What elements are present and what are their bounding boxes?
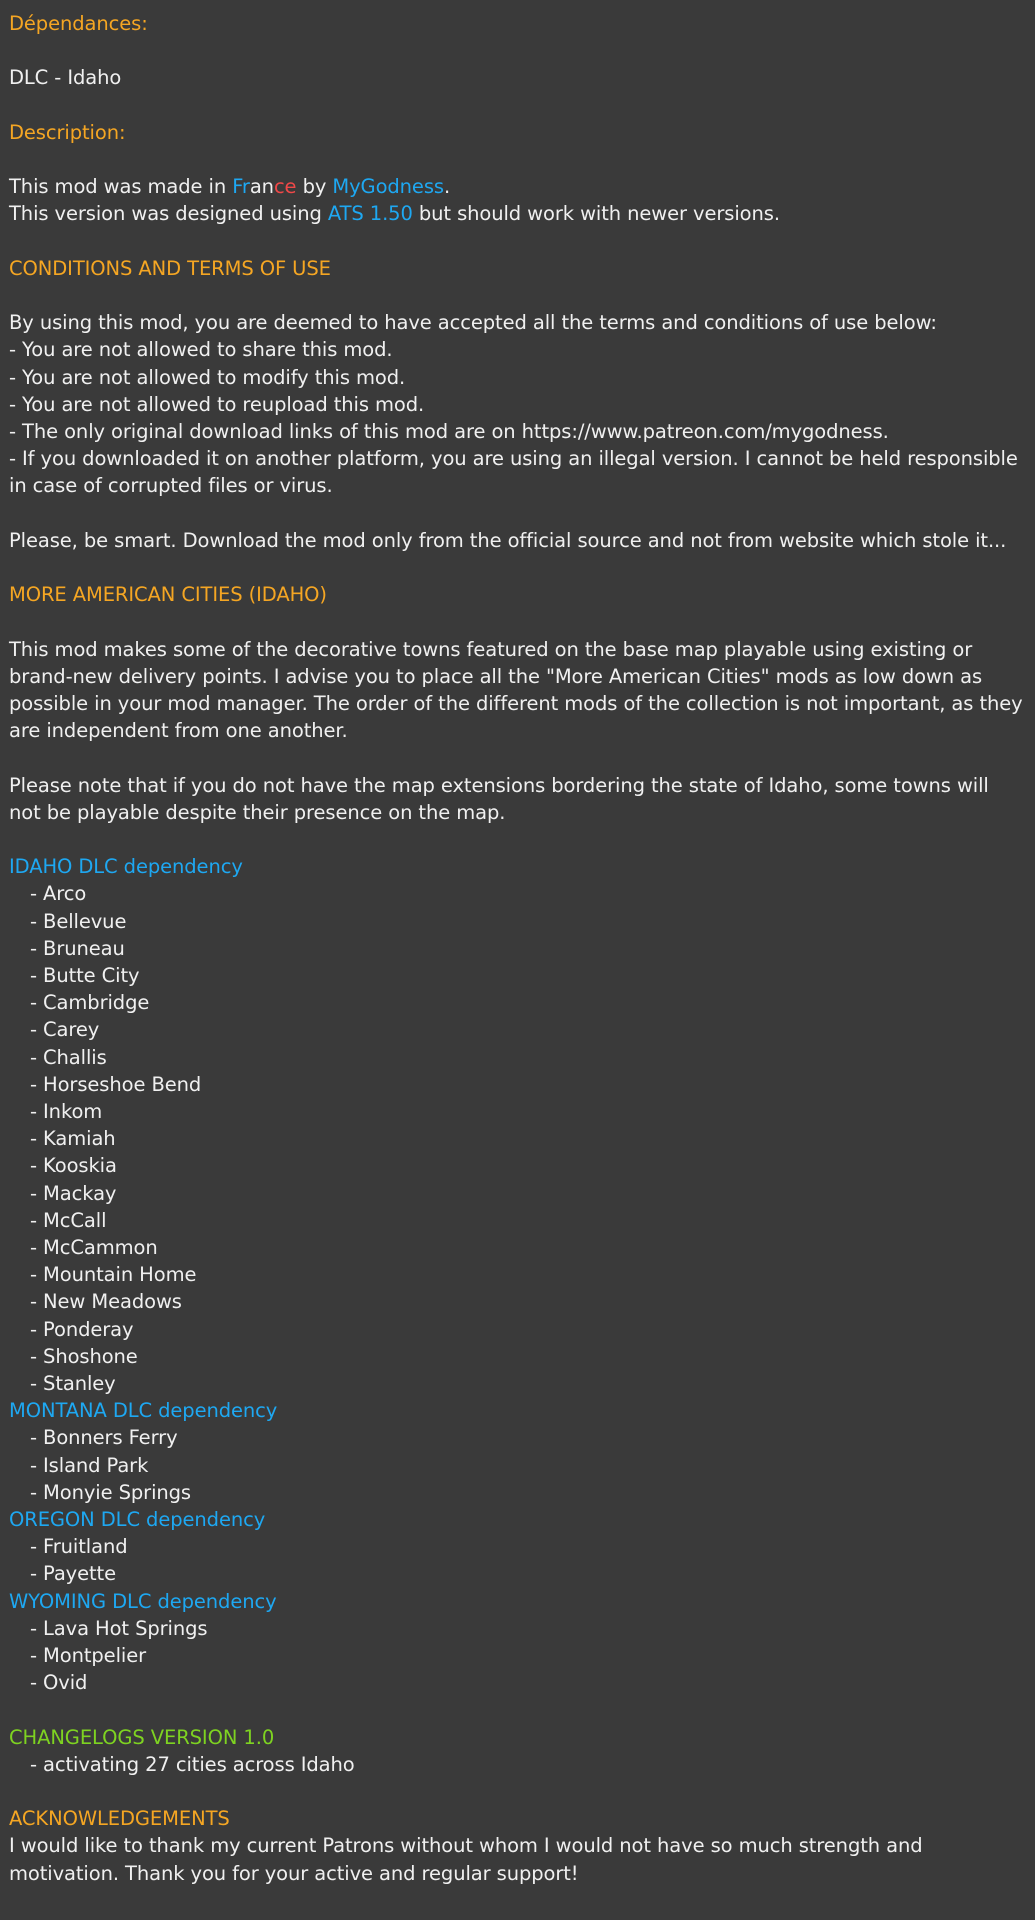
city-item: - Fruitland: [30, 1535, 128, 1559]
author-link[interactable]: MyGodness: [332, 175, 444, 199]
city-item: - Carey: [30, 1018, 100, 1042]
city-item: - Bruneau: [30, 936, 125, 960]
city-item: - Montpelier: [30, 1644, 147, 1668]
france-fr: Fr: [232, 175, 250, 199]
city-item: - Stanley: [30, 1372, 116, 1395]
city-item: - Kooskia: [30, 1154, 117, 1178]
city-item: - Horseshoe Bend: [30, 1072, 202, 1096]
version-line: This version was designed using ATS 1.50 but should work with newer versions.: [9, 202, 780, 226]
city-item: - Kamiah: [30, 1127, 116, 1151]
montana-dependency-heading: MONTANA DLC dependency: [9, 1399, 278, 1423]
terms-rule: - If you downloaded it on another platform, you are using an illegal version. I cannot be held responsible in case of corrupted files or virus.: [9, 447, 1024, 498]
terms-rule: - The only original download links of this mod are on https://www.patreon.com/mygodness.: [9, 419, 889, 443]
city-item: - Lava Hot Springs: [30, 1616, 208, 1640]
city-item: - Challis: [30, 1045, 107, 1069]
city-item: - Bellevue: [30, 909, 127, 933]
city-item: - Mackay: [30, 1181, 117, 1205]
wyoming-dependency-heading: WYOMING DLC dependency: [9, 1589, 277, 1613]
city-item: - McCammon: [30, 1235, 158, 1259]
changelog-entry: - activating 27 cities across Idaho: [30, 1752, 355, 1776]
dependencies-heading: Dépendances:: [9, 12, 148, 35]
city-item: - Payette: [30, 1562, 116, 1586]
description-heading: Description:: [9, 120, 126, 144]
city-item: - Cambridge: [30, 991, 150, 1015]
city-item: - Arco: [30, 882, 87, 906]
city-item: - Inkom: [30, 1099, 103, 1123]
city-item: - Monyie Springs: [30, 1480, 191, 1504]
mod-heading: MORE AMERICAN CITIES (IDAHO): [9, 583, 327, 607]
terms-rule: - You are not allowed to modify this mod.: [9, 365, 406, 389]
france-an: an: [249, 175, 274, 199]
made-in-line: This mod was made in France by MyGodness.: [9, 175, 451, 199]
city-item: - Butte City: [30, 963, 140, 987]
dependencies-value: DLC - Idaho: [9, 66, 122, 90]
acknowledgements-heading: ACKNOWLEDGEMENTS: [9, 1807, 230, 1831]
ats-version-link[interactable]: ATS 1.50: [327, 202, 413, 226]
mod-paragraph-2: Please note that if you do not have the map extensions bordering the state of Idaho, some towns will not be playable despite their presence on the map.: [9, 773, 995, 824]
city-item: - Shoshone: [30, 1344, 138, 1368]
mod-paragraph-1: This mod makes some of the decorative towns featured on the base map playable using existing or brand-new delivery points. I advise you to place all the "More American Cities" mods as low down as possible in your mod manager. The order of the different mods of the collection is not important, as they are independent from one another.: [9, 637, 1029, 743]
city-item: - Ponderay: [30, 1317, 134, 1341]
france-ce: ce: [273, 175, 297, 199]
acknowledgements-text: I would like to thank my current Patrons without whom I would not have so much strength and motivation. Thank you for your active and regular support!: [9, 1834, 929, 1885]
city-item: - New Meadows: [30, 1290, 182, 1314]
city-item: - Island Park: [30, 1453, 149, 1477]
city-item: - Bonners Ferry: [30, 1426, 178, 1450]
terms-rule: - You are not allowed to reupload this mod.: [9, 392, 425, 416]
terms-intro: By using this mod, you are deemed to have accepted all the terms and conditions of use below:: [9, 311, 937, 335]
city-item: - Ovid: [30, 1671, 88, 1695]
terms-heading: CONDITIONS AND TERMS OF USE: [9, 256, 331, 280]
idaho-dependency-heading: IDAHO DLC dependency: [9, 855, 243, 879]
terms-rule: - You are not allowed to share this mod.: [9, 338, 393, 362]
changelog-heading: CHANGELOGS VERSION 1.0: [9, 1725, 275, 1749]
terms-warning: Please, be smart. Download the mod only from the official source and not from website which stole it...: [9, 528, 1007, 552]
oregon-dependency-heading: OREGON DLC dependency: [9, 1508, 266, 1532]
city-item: - Mountain Home: [30, 1263, 197, 1287]
city-item: - McCall: [30, 1208, 107, 1232]
